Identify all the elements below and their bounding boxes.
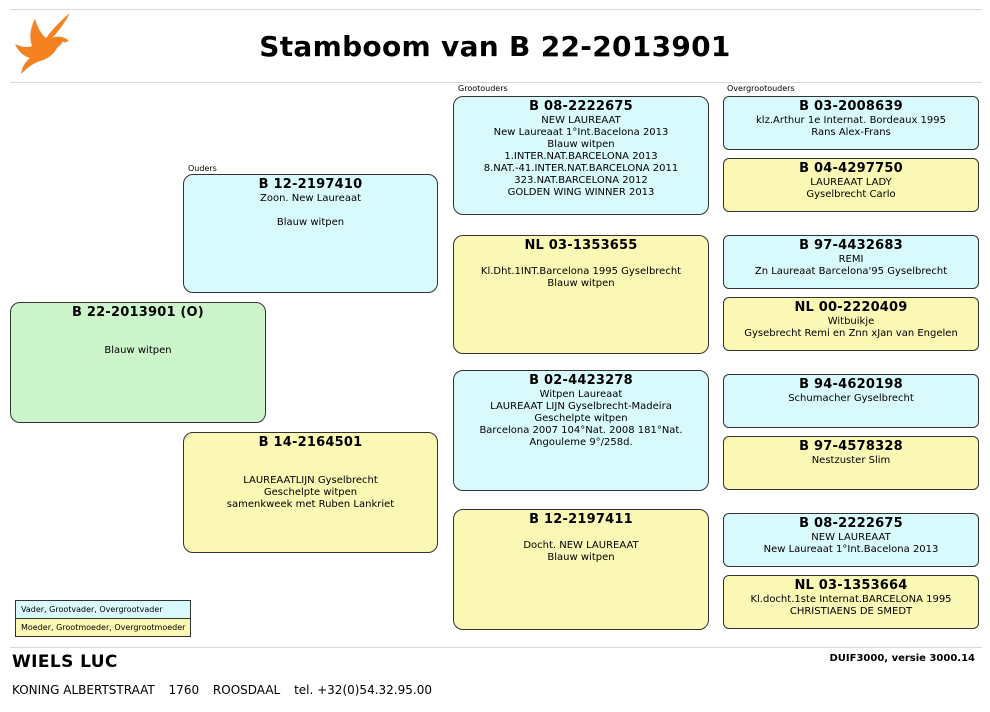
- line-gap: [184, 463, 437, 475]
- card-details: [724, 532, 978, 556]
- legend-male: Vader, Grootvader, Overgrootvader: [16, 601, 190, 619]
- top-rule: [10, 9, 982, 10]
- footer-rule: [10, 647, 982, 648]
- great-grandparent-card-6[interactable]: [723, 436, 979, 490]
- ring-number: NL 00-2220409: [794, 300, 908, 315]
- detail-line: NEW LAUREAAT: [811, 532, 891, 543]
- detail-line: klz.Arthur 1e Internat. Bordeaux 1995: [756, 115, 946, 126]
- detail-line: New Laureaat 1°Int.Bacelona 2013: [763, 544, 939, 555]
- detail-line: Rans Alex-Frans: [811, 127, 891, 138]
- owner-address: [12, 683, 442, 697]
- great-grandparent-card-3[interactable]: [723, 235, 979, 289]
- detail-line: 8.NAT.-41.INTER.NAT.BARCELONA 2011: [483, 163, 679, 174]
- detail-line: Blauw witpen: [276, 217, 345, 228]
- ring-number: B 08-2222675: [799, 516, 903, 531]
- detail-line: GOLDEN WING WINNER 2013: [507, 187, 655, 198]
- detail-line: LAUREAAT LIJN Gyselbrecht-Madeira: [490, 401, 672, 412]
- detail-line: Blauw witpen: [104, 345, 172, 356]
- detail-line: Geschelpte witpen: [534, 413, 628, 424]
- card-details: [724, 594, 978, 618]
- detail-line: Witpen Laureaat: [539, 389, 623, 400]
- detail-line: Kl.docht.1ste Internat.BARCELONA 1995: [750, 594, 952, 605]
- paternal-grandfather-card[interactable]: [453, 96, 709, 215]
- line-gap: [184, 205, 437, 217]
- ring-number: B 97-4578328: [799, 439, 903, 454]
- ring-number: B 94-4620198: [799, 377, 903, 392]
- detail-line: 323.NAT.BARCELONA 2012: [514, 175, 648, 186]
- great-grandparent-card-1[interactable]: [723, 96, 979, 150]
- ring-number: B 12-2197411: [529, 512, 633, 527]
- card-details: [11, 321, 265, 357]
- detail-line: 1.INTER.NAT.BARCELONA 2013: [504, 151, 658, 162]
- detail-line: Geschelpte witpen: [263, 487, 358, 498]
- detail-line: New Laureaat 1°Int.Bacelona 2013: [493, 127, 669, 138]
- ring-number: B 03-2008639: [799, 99, 903, 114]
- owner-postcode: 1760: [168, 683, 200, 697]
- detail-line: Witbuikje: [827, 316, 875, 327]
- legend-female: Moeder, Grootmoeder, Overgrootmoeder: [16, 619, 190, 636]
- line-gap: [184, 451, 437, 463]
- detail-line: LAUREAATLIJN Gyselbrecht: [243, 475, 378, 486]
- detail-line: Angouleme 9°/258d.: [529, 437, 633, 448]
- maternal-grandmother-card[interactable]: [453, 509, 709, 630]
- ring-number: B 97-4432683: [799, 238, 903, 253]
- software-version: DUIF3000, versie 3000.14: [829, 653, 975, 664]
- detail-line: Nestzuster Slim: [811, 455, 891, 466]
- detail-line: Blauw witpen: [547, 278, 615, 289]
- owner-phone: tel. +32(0)54.32.95.00: [294, 683, 432, 697]
- great-grandparent-card-5[interactable]: [723, 374, 979, 428]
- owner-name: WIELS LUC: [12, 652, 118, 672]
- great-grandparent-card-4[interactable]: [723, 297, 979, 351]
- ring-number: B 08-2222675: [529, 99, 633, 114]
- detail-line: NEW LAUREAAT: [541, 115, 621, 126]
- great-grandparent-card-8[interactable]: [723, 575, 979, 629]
- mother-card[interactable]: [183, 432, 438, 553]
- ring-number: B 12-2197410: [258, 177, 363, 192]
- ring-number: NL 03-1353655: [524, 238, 638, 253]
- label-grootouders: Grootouders: [458, 84, 508, 93]
- color-legend: [15, 600, 191, 637]
- detail-line: Barcelona 2007 104°Nat. 2008 181°Nat.: [479, 425, 683, 436]
- page-title: Stamboom van B 22-2013901: [259, 30, 731, 63]
- owner-city: ROOSDAAL: [212, 683, 281, 697]
- header-rule: [10, 82, 982, 83]
- detail-line: Gyselbrecht Carlo: [806, 189, 896, 200]
- card-details: [184, 193, 437, 229]
- detail-line: Blauw witpen: [547, 552, 615, 563]
- owner-street: KONING ALBERTSTRAAT: [12, 683, 155, 697]
- line-gap: [454, 528, 708, 540]
- card-details: [724, 316, 978, 340]
- detail-line: Zoon. New Laureaat: [259, 193, 362, 204]
- father-card[interactable]: [183, 174, 438, 293]
- detail-line: Gysebrecht Remi en Znn xJan van Engelen: [744, 328, 958, 339]
- card-details: [454, 254, 708, 290]
- ring-number: NL 03-1353664: [794, 578, 908, 593]
- paternal-grandmother-card[interactable]: [453, 235, 709, 354]
- ring-number: B 14-2164501: [258, 435, 363, 450]
- detail-line: Kl.Dht.1INT.Barcelona 1995 Gyselbrecht: [480, 266, 682, 277]
- card-details: [724, 254, 978, 278]
- great-grandparent-card-7[interactable]: [723, 513, 979, 567]
- card-details: [454, 389, 708, 449]
- card-details: [454, 528, 708, 564]
- great-grandparent-card-2[interactable]: [723, 158, 979, 212]
- line-gap: [11, 333, 265, 345]
- subject-card[interactable]: [10, 302, 266, 423]
- card-details: [184, 451, 437, 511]
- card-details: [724, 393, 978, 405]
- ring-number: B 02-4423278: [529, 373, 633, 388]
- ring-number: B 04-4297750: [799, 161, 903, 176]
- detail-line: Blauw witpen: [547, 139, 615, 150]
- label-ouders: Ouders: [188, 164, 217, 173]
- ring-number: B 22-2013901 (O): [72, 305, 204, 320]
- card-details: [724, 177, 978, 201]
- detail-line: LAUREAAT LADY: [810, 177, 892, 188]
- line-gap: [454, 254, 708, 266]
- maternal-grandfather-card[interactable]: [453, 370, 709, 491]
- detail-line: samenkweek met Ruben Lankriet: [226, 499, 395, 510]
- card-details: [724, 115, 978, 139]
- detail-line: Zn Laureaat Barcelona'95 Gyselbrecht: [754, 266, 948, 277]
- detail-line: CHRISTIAENS DE SMEDT: [789, 606, 913, 617]
- card-details: [454, 115, 708, 199]
- label-overgrootouders: Overgrootouders: [727, 84, 795, 93]
- detail-line: Docht. NEW LAUREAAT: [523, 540, 639, 551]
- card-details: [724, 455, 978, 467]
- line-gap: [11, 321, 265, 333]
- detail-line: REMI: [838, 254, 864, 265]
- detail-line: Schumacher Gyselbrecht: [788, 393, 914, 404]
